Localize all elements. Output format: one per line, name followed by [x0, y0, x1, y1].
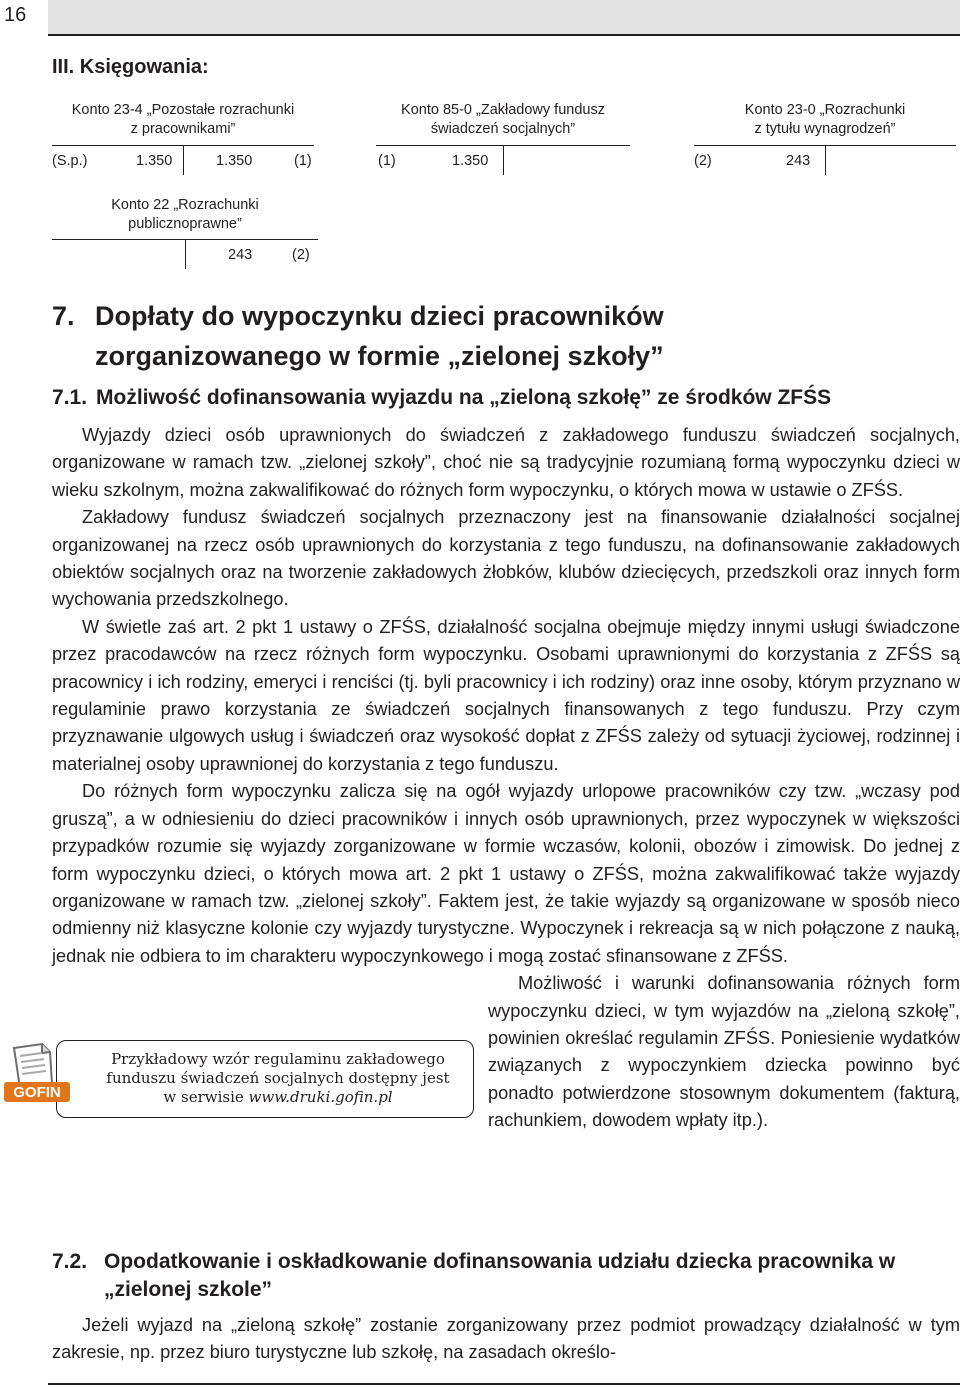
chapter-title: Dopłaty do wypoczynku dzieci pracowników zorganizowanego w formie „zielonej szkoły”	[95, 301, 664, 371]
t-account-title: Konto 85-0 „Zakładowy fundusz świadczeń socjalnych”	[401, 102, 605, 137]
t-account-22	[52, 196, 318, 270]
subsection-heading-7-2	[52, 1248, 960, 1308]
chapter-number: 7.	[52, 301, 75, 331]
subsection-heading-7-1	[52, 384, 960, 414]
svg-text:GOFIN: GOFIN	[13, 1084, 61, 1101]
section-heading: III. Księgowania:	[52, 56, 209, 78]
credit-ref: (1)	[294, 153, 312, 169]
final-paragraph: Jeżeli wyjazd na „zieloną szkołę” zostanie zorganizowany przez podmiot prowadzący działalność w tym zakresie, np. przez biuro turystyczne lub szkołę, na zasadach określo-	[52, 1315, 960, 1363]
subsection-title: Możliwość dofinansowania wyjazdu na „zieloną szkołę” ze środków ZFŚS	[96, 386, 832, 409]
paragraph: W świetle zaś art. 2 pkt 1 ustawy o ZFŚS, działalność socjalna obejmuje między innymi usługi świadczone przez pracodawców na rzecz różnych form wypoczynku. Osobami uprawnionymi do korzystania z ZFŚS są pracownicy i ich rodziny, emeryci i renciści (tj. byli pracownicy i ich rodziny) oraz inne osoby, którym przyznano w regulaminie prawo korzystania ze świadczeń socjalnych finansowanych z tego funduszu. Przy czym przyznawanie ulgowych usług i świadczeń oraz wysokość dopłat z ZFŚS zależy od sytuacji życiowej, rodzinnej i materialnej osoby uprawnionej do korzystania z tego funduszu.	[52, 616, 960, 774]
t-account-divider	[825, 145, 826, 175]
t-account-divider	[503, 145, 504, 175]
paragraph: Zakładowy fundusz świadczeń socjalnych przeznaczony jest na finansowanie działalności socjalnej organizowanej na rzecz osób uprawnionych do korzystania z tego funduszu, na dofinansowanie zakładowych obiektów socjalnych oraz na tworzenie zakładowych żłobków, klubów dziecięcych, przedszkoli oraz innych form wychowania przedszkolnego.	[52, 507, 960, 610]
t-account-title: Konto 22 „Rozrachunki publicznoprawne”	[111, 197, 259, 232]
header-band	[48, 0, 960, 36]
debit-ref: (2)	[694, 153, 712, 169]
t-account-23-0	[694, 101, 956, 175]
t-account-23-4	[52, 101, 314, 175]
t-account-title: Konto 23-0 „Rozrachunki z tytułu wynagrodzeń”	[744, 102, 906, 137]
debit-ref: (1)	[378, 153, 396, 169]
t-account-divider	[185, 239, 186, 269]
subsection-number: 7.2.	[52, 1250, 88, 1273]
paragraph	[52, 778, 960, 970]
t-account-divider	[183, 145, 184, 175]
page-header	[0, 0, 960, 38]
debit-amount: 1.350	[452, 153, 489, 169]
paragraph: Wyjazdy dzieci osób uprawnionych do świadczeń z zakładowego funduszu świadczeń socjalnych, organizowane w ramach tzw. „zielonej szkoły”, choć nie są tradycyjnie rozumianą formą wypoczynku dzieci w wieku szkolnym, można zakwalifikować do różnych form wypoczynku, o których mowa w ustawie o ZFŚS.	[52, 425, 960, 500]
credit-amount: 243	[228, 247, 253, 263]
credit-ref: (2)	[292, 247, 310, 263]
paragraph-text: Możliwość i warunki dofinansowania różnych form wypoczynku dzieci, w tym wyjazdów na „zieloną szkołę”, powinien określać regulamin ZFŚS. Poniesienie wydatków związanych z wypoczynkiem dziecka powinno być ponadto potwierdzone stosownym dokumentem (fakturą, rachunkiem, dowodem wpłaty itp.).	[488, 973, 960, 1131]
gofin-text: Przykładowy wzór regulaminu zakładowego funduszu świadczeń socjalnych dostępny jest w serwisie www.druki.gofin.pl	[106, 1050, 450, 1106]
credit-amount: 1.350	[216, 153, 253, 169]
debit-amount: 1.350	[136, 153, 173, 169]
debit-amount: 243	[786, 153, 811, 169]
page-number: 16	[4, 4, 27, 26]
subsection-title: Opodatkowanie i oskładkowanie dofinansowania udziału dziecka pracownika w „zielonej szkole”	[104, 1250, 896, 1301]
subsection-number: 7.1.	[52, 386, 88, 409]
debit-ref: (S.p.)	[52, 153, 88, 169]
bottom-rule	[48, 1383, 960, 1385]
gofin-logo-icon	[0, 1040, 78, 1116]
t-account-85-0	[376, 101, 630, 175]
t-account-title: Konto 23-4 „Pozostałe rozrachunki z pracownikami”	[71, 102, 295, 137]
gofin-inset	[0, 1034, 478, 1124]
gofin-link[interactable]: www.druki.gofin.pl	[248, 1088, 393, 1106]
paragraph-text: Do różnych form wypoczynku zalicza się na ogół wyjazdy urlopowe pracowników czy tzw. „wczasy pod gruszą”, a w odniesieniu do dzieci pracowników i innych osób uprawnionych, przez wypoczynek w większości przypadków rozumie się wyjazdy zorganizowane w formie wczasów, kolonii, obozów i zimowisk. Do jednej z form wypoczynku dzieci, o których mowa art. 2 pkt 1 ustawy o ZFŚS, można zakwalifikować także wyjazdy organizowane w ramach tzw. „zielonej szkoły”. Faktem jest, że takie wyjazdy są organizowane w sposób nieco odmienny niż klasyczne kolonie czy wyjazdy turystyczne. Wypoczynek i rekreacja są w nich połączone z nauką, jednak nie odbiera to im charakteru wypoczynkowego i mogą zostać sfinansowane z ZFŚS.	[52, 781, 960, 966]
